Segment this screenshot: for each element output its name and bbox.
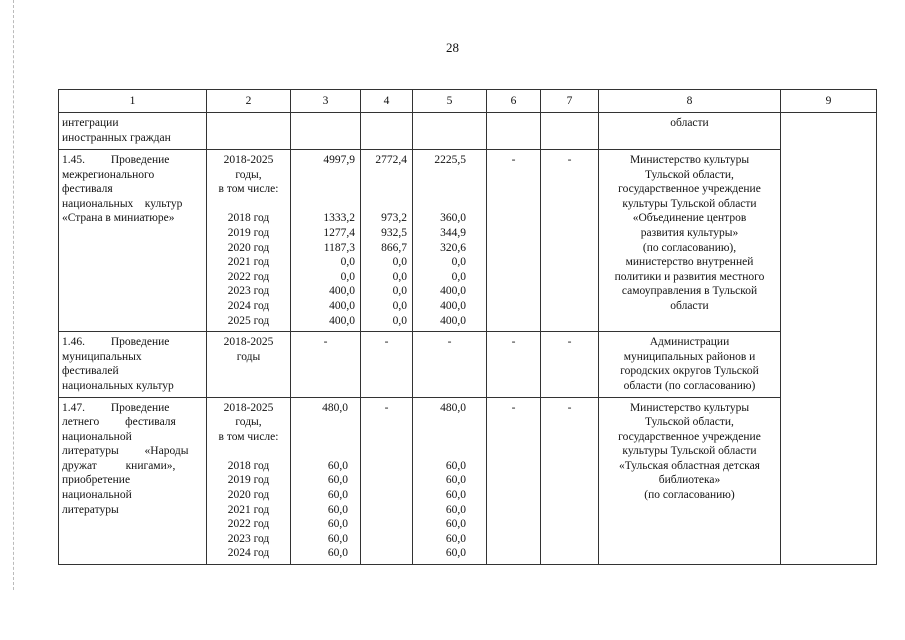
text-line: годы, [235, 416, 262, 429]
text-line: Администрации [649, 336, 730, 349]
text-line: муниципальных [62, 350, 142, 363]
text-line: 1.47. Проведение [62, 401, 170, 414]
year-label: 2020 год [227, 241, 270, 254]
header-cell: 3 [291, 90, 361, 113]
period-cell [207, 332, 291, 397]
empty-cell [541, 113, 599, 150]
value: 973,2 [381, 212, 407, 225]
funding-cell: - [487, 332, 541, 397]
text-line: развития культуры» [640, 226, 739, 239]
value: 1333,2 [323, 212, 355, 225]
text-line: интеграции [62, 117, 119, 129]
year-label: 2022 год [227, 270, 270, 283]
table-row [59, 397, 877, 565]
text-line: муниципальных районов и [623, 350, 756, 363]
value: 0,0 [392, 256, 407, 269]
value: 344,9 [440, 226, 466, 239]
value: 60,0 [327, 489, 348, 502]
funding-cell: - [487, 397, 541, 565]
binding-margin-line [13, 0, 14, 590]
text-line: в том числе: [218, 430, 279, 443]
table-row [59, 150, 877, 332]
table-row [59, 332, 877, 397]
funding-cell: - [541, 397, 599, 565]
funding-total-cell [291, 150, 361, 332]
header-cell: 1 [59, 90, 207, 113]
year-label: 2022 год [227, 518, 270, 531]
year-label: 2023 год [227, 285, 270, 298]
header-cell: 7 [541, 90, 599, 113]
empty-cell [207, 113, 291, 150]
text-line: летнего фестиваля [62, 416, 176, 429]
value: 320,6 [440, 241, 466, 254]
text-line: национальной [62, 489, 132, 502]
header-cell: 6 [487, 90, 541, 113]
value: 4997,9 [323, 154, 355, 166]
text-line: 1.46. Проведение [62, 336, 170, 349]
year-label: 2024 год [227, 547, 270, 560]
text-line: литературы [62, 503, 119, 516]
text-line: библиотека» [658, 474, 721, 487]
value: 60,0 [327, 518, 348, 531]
executor-cell [599, 397, 781, 565]
value: 400,0 [329, 285, 355, 298]
text-line: в том числе: [218, 183, 279, 196]
value: 400,0 [440, 314, 466, 327]
header-cell: 5 [413, 90, 487, 113]
value: 60,0 [445, 532, 466, 545]
text-line: 2018-2025 [223, 401, 274, 414]
funding-cell [413, 397, 487, 565]
header-cell: 4 [361, 90, 413, 113]
value: 0,0 [392, 299, 407, 312]
value: 0,0 [392, 285, 407, 298]
year-label: 2021 год [227, 503, 270, 516]
value: 60,0 [445, 503, 466, 516]
text-line: области [670, 117, 709, 129]
activity-name-cell [59, 113, 207, 150]
value: 480,0 [322, 401, 348, 414]
value: 0,0 [340, 270, 355, 283]
activity-name-cell [59, 332, 207, 397]
funding-cell: - [487, 150, 541, 332]
funding-cell: - [361, 332, 413, 397]
empty-cell [487, 113, 541, 150]
year-label: 2019 год [227, 226, 270, 239]
year-label: 2021 год [227, 256, 270, 269]
text-line: годы [236, 350, 261, 363]
text-line: области (по согласованию) [623, 379, 756, 392]
text-line: министерство внутренней [625, 256, 754, 269]
funding-cell: - [361, 397, 413, 565]
text-line: Министерство культуры [629, 154, 750, 166]
value: 2772,4 [375, 154, 407, 166]
text-line: 2018-2025 [223, 336, 274, 349]
value: 2225,5 [434, 154, 466, 166]
funding-total-cell: - [291, 332, 361, 397]
text-line: (по согласованию), [642, 241, 737, 254]
text-line: государственное учреждение [618, 183, 761, 196]
value: 60,0 [327, 459, 348, 472]
text-line: национальных культур [62, 197, 183, 210]
text-line: фестивалей [62, 365, 119, 378]
value: 480,0 [440, 401, 466, 414]
program-table [58, 89, 877, 565]
activity-name-cell [59, 150, 207, 332]
empty-cell [291, 113, 361, 150]
value: 932,5 [381, 226, 407, 239]
empty-cell [361, 113, 413, 150]
value: 60,0 [327, 547, 348, 560]
value: 0,0 [392, 270, 407, 283]
text-line: национальных культур [62, 379, 174, 392]
year-label: 2025 год [227, 314, 270, 327]
text-line: 1.45. Проведение [62, 154, 170, 166]
header-row [59, 90, 877, 113]
text-line: культуры Тульской области [622, 445, 757, 458]
funding-cell: - [541, 332, 599, 397]
executor-cell [599, 113, 781, 150]
value: 0,0 [451, 270, 466, 283]
text-line: Тульской области, [645, 168, 734, 181]
value: 360,0 [440, 212, 466, 225]
period-cell [207, 150, 291, 332]
text-line: межрегионального [62, 168, 155, 181]
funding-cell: - [541, 150, 599, 332]
page-number: 28 [446, 40, 459, 55]
value: 400,0 [440, 299, 466, 312]
value: 400,0 [329, 314, 355, 327]
value: 60,0 [327, 503, 348, 516]
value: 0,0 [340, 256, 355, 269]
text-line: 2018-2025 [223, 154, 274, 166]
text-line: «Объединение центров [632, 212, 747, 225]
year-label: 2018 год [227, 212, 270, 225]
year-label: 2020 год [227, 489, 270, 502]
text-line: «Страна в миниатюре» [62, 212, 175, 225]
text-line: (по согласованию) [644, 489, 735, 502]
value: 60,0 [327, 474, 348, 487]
text-line: Министерство культуры [629, 401, 750, 414]
value: 400,0 [329, 299, 355, 312]
value: 400,0 [440, 285, 466, 298]
value: 60,0 [445, 547, 466, 560]
table-row [59, 113, 877, 150]
text-line: Тульской области, [645, 416, 734, 429]
value: 0,0 [392, 314, 407, 327]
text-line: области [670, 299, 709, 312]
funding-cell: - [413, 332, 487, 397]
text-line: литературы «Народы [62, 445, 189, 458]
value: 60,0 [445, 518, 466, 531]
text-line: государственное учреждение [618, 430, 761, 443]
value: 1187,3 [323, 241, 355, 254]
empty-cell [413, 113, 487, 150]
value: 60,0 [445, 489, 466, 502]
value: 60,0 [445, 459, 466, 472]
activity-name-cell [59, 397, 207, 565]
text-line: фестиваля [62, 183, 113, 196]
header-cell: 8 [599, 90, 781, 113]
header-cell: 2 [207, 90, 291, 113]
text-line: годы, [235, 168, 262, 181]
text-line: приобретение [62, 474, 131, 487]
value: 866,7 [381, 241, 407, 254]
year-label: 2024 год [227, 299, 270, 312]
period-cell [207, 397, 291, 565]
executor-cell [599, 150, 781, 332]
text-line: городских округов Тульской [620, 365, 759, 378]
year-label: 2019 год [227, 474, 270, 487]
text-line: самоуправления в Тульской [621, 285, 758, 298]
header-cell: 9 [781, 90, 877, 113]
value: 60,0 [327, 532, 348, 545]
text-line: политики и развития местного [614, 270, 765, 283]
year-label: 2018 год [227, 459, 270, 472]
funding-cell [413, 150, 487, 332]
funding-cell [361, 150, 413, 332]
text-line: культуры Тульской области [622, 197, 757, 210]
value: 60,0 [445, 474, 466, 487]
year-label: 2023 год [227, 532, 270, 545]
text-line: иностранных граждан [62, 131, 171, 144]
empty-cell [781, 113, 877, 565]
value: 1277,4 [323, 226, 355, 239]
text-line: национальной [62, 430, 132, 443]
executor-cell [599, 332, 781, 397]
value: 0,0 [451, 256, 466, 269]
text-line: «Тульская областная детская [619, 459, 760, 472]
text-line: дружат книгами», [62, 459, 176, 472]
funding-total-cell [291, 397, 361, 565]
